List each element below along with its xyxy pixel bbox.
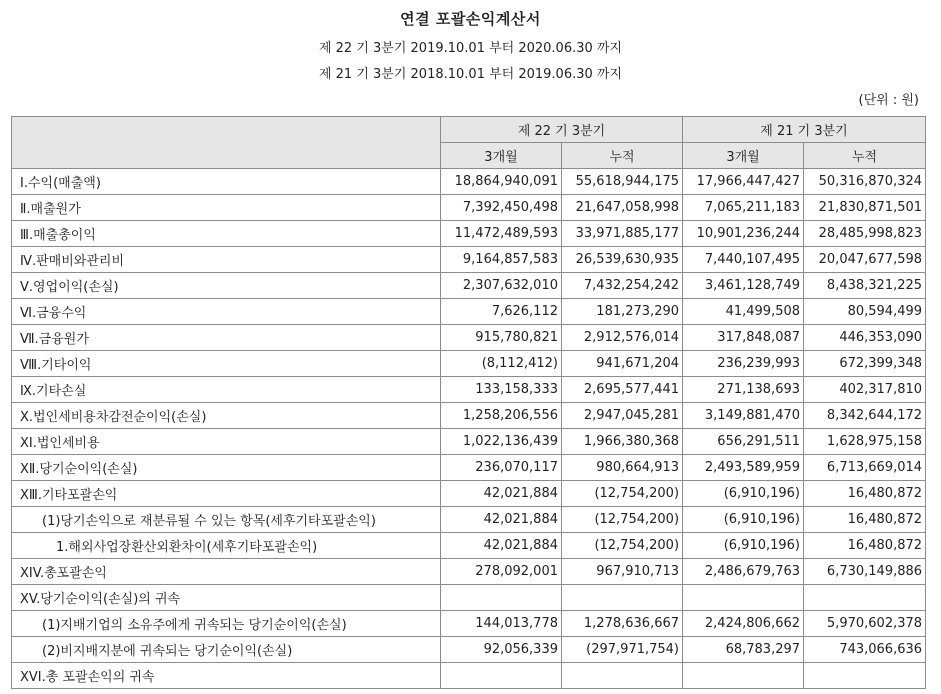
- prior-3month-value: 656,291,511: [683, 429, 804, 455]
- row-label: (2)비지배지분에 귀속되는 당기순이익(손실): [12, 637, 441, 663]
- prior-cumulative-value: [804, 585, 926, 611]
- header-current-3month: 3개월: [441, 143, 562, 169]
- prior-cumulative-value: 6,730,149,886: [804, 559, 926, 585]
- current-cumulative-value: 1,966,380,368: [562, 429, 683, 455]
- prior-cumulative-value: 446,353,090: [804, 325, 926, 351]
- table-row: [12, 533, 926, 559]
- current-cumulative-value: [562, 663, 683, 689]
- row-label: Ⅲ.매출총이익: [12, 221, 441, 247]
- statement-title: 연결 포괄손익계산서: [400, 10, 541, 28]
- current-3month-value: 133,158,333: [441, 377, 562, 403]
- prior-cumulative-value: 5,970,602,378: [804, 611, 926, 637]
- current-3month-value: 92,056,339: [441, 637, 562, 663]
- current-cumulative-value: 941,671,204: [562, 351, 683, 377]
- prior-cumulative-value: 402,317,810: [804, 377, 926, 403]
- table-header: [12, 117, 926, 169]
- prior-cumulative-value: 28,485,998,823: [804, 221, 926, 247]
- current-3month-value: 2,307,632,010: [441, 273, 562, 299]
- prior-3month-value: 271,138,693: [683, 377, 804, 403]
- current-3month-value: 236,070,117: [441, 455, 562, 481]
- table-body: [12, 169, 926, 689]
- current-3month-value: (8,112,412): [441, 351, 562, 377]
- row-label: Ⅳ.판매비와관리비: [12, 247, 441, 273]
- current-3month-value: 9,164,857,583: [441, 247, 562, 273]
- row-label: Ⅰ.수익(매출액): [12, 169, 441, 195]
- prior-cumulative-value: 1,628,975,158: [804, 429, 926, 455]
- header-label-column: [12, 117, 441, 169]
- prior-3month-value: 10,901,236,244: [683, 221, 804, 247]
- prior-3month-value: (6,910,196): [683, 507, 804, 533]
- prior-3month-value: 236,239,993: [683, 351, 804, 377]
- current-cumulative-value: 2,695,577,441: [562, 377, 683, 403]
- prior-cumulative-value: 6,713,669,014: [804, 455, 926, 481]
- table-row: [12, 221, 926, 247]
- prior-3month-value: 3,461,128,749: [683, 273, 804, 299]
- prior-3month-value: [683, 585, 804, 611]
- current-3month-value: 7,392,450,498: [441, 195, 562, 221]
- current-cumulative-value: 2,912,576,014: [562, 325, 683, 351]
- current-cumulative-value: (12,754,200): [562, 533, 683, 559]
- table-row: [12, 481, 926, 507]
- row-label: XVI.총 포괄손익의 귀속: [12, 663, 441, 689]
- prior-cumulative-value: 16,480,872: [804, 533, 926, 559]
- current-cumulative-value: 1,278,636,667: [562, 611, 683, 637]
- table-row: [12, 169, 926, 195]
- table-row: [12, 429, 926, 455]
- table-row: [12, 351, 926, 377]
- prior-cumulative-value: 672,399,348: [804, 351, 926, 377]
- table-row: [12, 663, 926, 689]
- current-3month-value: 1,022,136,439: [441, 429, 562, 455]
- unit-label: (단위 : 원): [858, 93, 919, 108]
- prior-3month-value: (6,910,196): [683, 481, 804, 507]
- prior-3month-value: 41,499,508: [683, 299, 804, 325]
- table-row: [12, 247, 926, 273]
- table-row: [12, 585, 926, 611]
- income-statement-table: [11, 116, 926, 689]
- prior-3month-value: 7,440,107,495: [683, 247, 804, 273]
- table-row: [12, 403, 926, 429]
- table-row: [12, 507, 926, 533]
- prior-3month-value: (6,910,196): [683, 533, 804, 559]
- row-label: Ⅶ.금융원가: [12, 325, 441, 351]
- current-cumulative-value: 55,618,944,175: [562, 169, 683, 195]
- current-cumulative-value: 7,432,254,242: [562, 273, 683, 299]
- current-cumulative-value: 181,273,290: [562, 299, 683, 325]
- row-label: Ⅹ.법인세비용차감전순이익(손실): [12, 403, 441, 429]
- current-3month-value: 144,013,778: [441, 611, 562, 637]
- prior-3month-value: 68,783,297: [683, 637, 804, 663]
- prior-cumulative-value: 50,316,870,324: [804, 169, 926, 195]
- table-row: [12, 559, 926, 585]
- row-label: XⅢ.기타포괄손익: [12, 481, 441, 507]
- current-cumulative-value: (297,971,754): [562, 637, 683, 663]
- current-cumulative-value: [562, 585, 683, 611]
- header-period-current: 제 22 기 3분기: [441, 117, 683, 143]
- prior-3month-value: 317,848,087: [683, 325, 804, 351]
- current-3month-value: 1,258,206,556: [441, 403, 562, 429]
- current-cumulative-value: 2,947,045,281: [562, 403, 683, 429]
- row-label: Ⅷ.기타이익: [12, 351, 441, 377]
- current-3month-value: 915,780,821: [441, 325, 562, 351]
- prior-cumulative-value: 16,480,872: [804, 507, 926, 533]
- row-label: XV.당기순이익(손실)의 귀속: [12, 585, 441, 611]
- current-3month-value: 7,626,112: [441, 299, 562, 325]
- table-row: [12, 611, 926, 637]
- current-cumulative-value: 33,971,885,177: [562, 221, 683, 247]
- current-3month-value: [441, 663, 562, 689]
- current-cumulative-value: (12,754,200): [562, 507, 683, 533]
- period-current-range: 제 22 기 3분기 2019.10.01 부터 2020.06.30 까지: [318, 41, 623, 56]
- prior-3month-value: 2,424,806,662: [683, 611, 804, 637]
- row-label: (1)지배기업의 소유주에게 귀속되는 당기순이익(손실): [12, 611, 441, 637]
- table-row: [12, 299, 926, 325]
- prior-3month-value: 7,065,211,183: [683, 195, 804, 221]
- current-3month-value: [441, 585, 562, 611]
- prior-3month-value: 2,486,679,763: [683, 559, 804, 585]
- row-label: 1.해외사업장환산외환차이(세후기타포괄손익): [12, 533, 441, 559]
- current-3month-value: 42,021,884: [441, 507, 562, 533]
- table-row: [12, 455, 926, 481]
- header-prior-cumulative: 누적: [804, 143, 926, 169]
- prior-cumulative-value: 743,066,636: [804, 637, 926, 663]
- current-cumulative-value: 21,647,058,998: [562, 195, 683, 221]
- table-row: [12, 325, 926, 351]
- row-label: XIV.총포괄손익: [12, 559, 441, 585]
- header-prior-3month: 3개월: [683, 143, 804, 169]
- prior-3month-value: 3,149,881,470: [683, 403, 804, 429]
- prior-3month-value: 2,493,589,959: [683, 455, 804, 481]
- row-label: Ⅱ.매출원가: [12, 195, 441, 221]
- header-current-cumulative: 누적: [562, 143, 683, 169]
- current-3month-value: 42,021,884: [441, 481, 562, 507]
- current-cumulative-value: (12,754,200): [562, 481, 683, 507]
- header-period-prior: 제 21 기 3분기: [683, 117, 926, 143]
- row-label: XI.법인세비용: [12, 429, 441, 455]
- prior-cumulative-value: 21,830,871,501: [804, 195, 926, 221]
- row-label: Ⅵ.금융수익: [12, 299, 441, 325]
- table-row: [12, 273, 926, 299]
- prior-cumulative-value: 20,047,677,598: [804, 247, 926, 273]
- prior-cumulative-value: 8,438,321,225: [804, 273, 926, 299]
- current-3month-value: 18,864,940,091: [441, 169, 562, 195]
- prior-cumulative-value: 8,342,644,172: [804, 403, 926, 429]
- row-label: (1)당기손익으로 재분류될 수 있는 항목(세후기타포괄손익): [12, 507, 441, 533]
- row-label: Ⅸ.기타손실: [12, 377, 441, 403]
- table-row: [12, 195, 926, 221]
- table-row: [12, 377, 926, 403]
- prior-cumulative-value: 16,480,872: [804, 481, 926, 507]
- current-cumulative-value: 26,539,630,935: [562, 247, 683, 273]
- prior-3month-value: [683, 663, 804, 689]
- current-3month-value: 11,472,489,593: [441, 221, 562, 247]
- current-3month-value: 278,092,001: [441, 559, 562, 585]
- prior-cumulative-value: [804, 663, 926, 689]
- table-row: [12, 637, 926, 663]
- row-label: XⅡ.당기순이익(손실): [12, 455, 441, 481]
- current-cumulative-value: 980,664,913: [562, 455, 683, 481]
- current-cumulative-value: 967,910,713: [562, 559, 683, 585]
- current-3month-value: 42,021,884: [441, 533, 562, 559]
- prior-cumulative-value: 80,594,499: [804, 299, 926, 325]
- period-prior-range: 제 21 기 3분기 2018.10.01 부터 2019.06.30 까지: [318, 67, 623, 82]
- prior-3month-value: 17,966,447,427: [683, 169, 804, 195]
- row-label: Ⅴ.영업이익(손실): [12, 273, 441, 299]
